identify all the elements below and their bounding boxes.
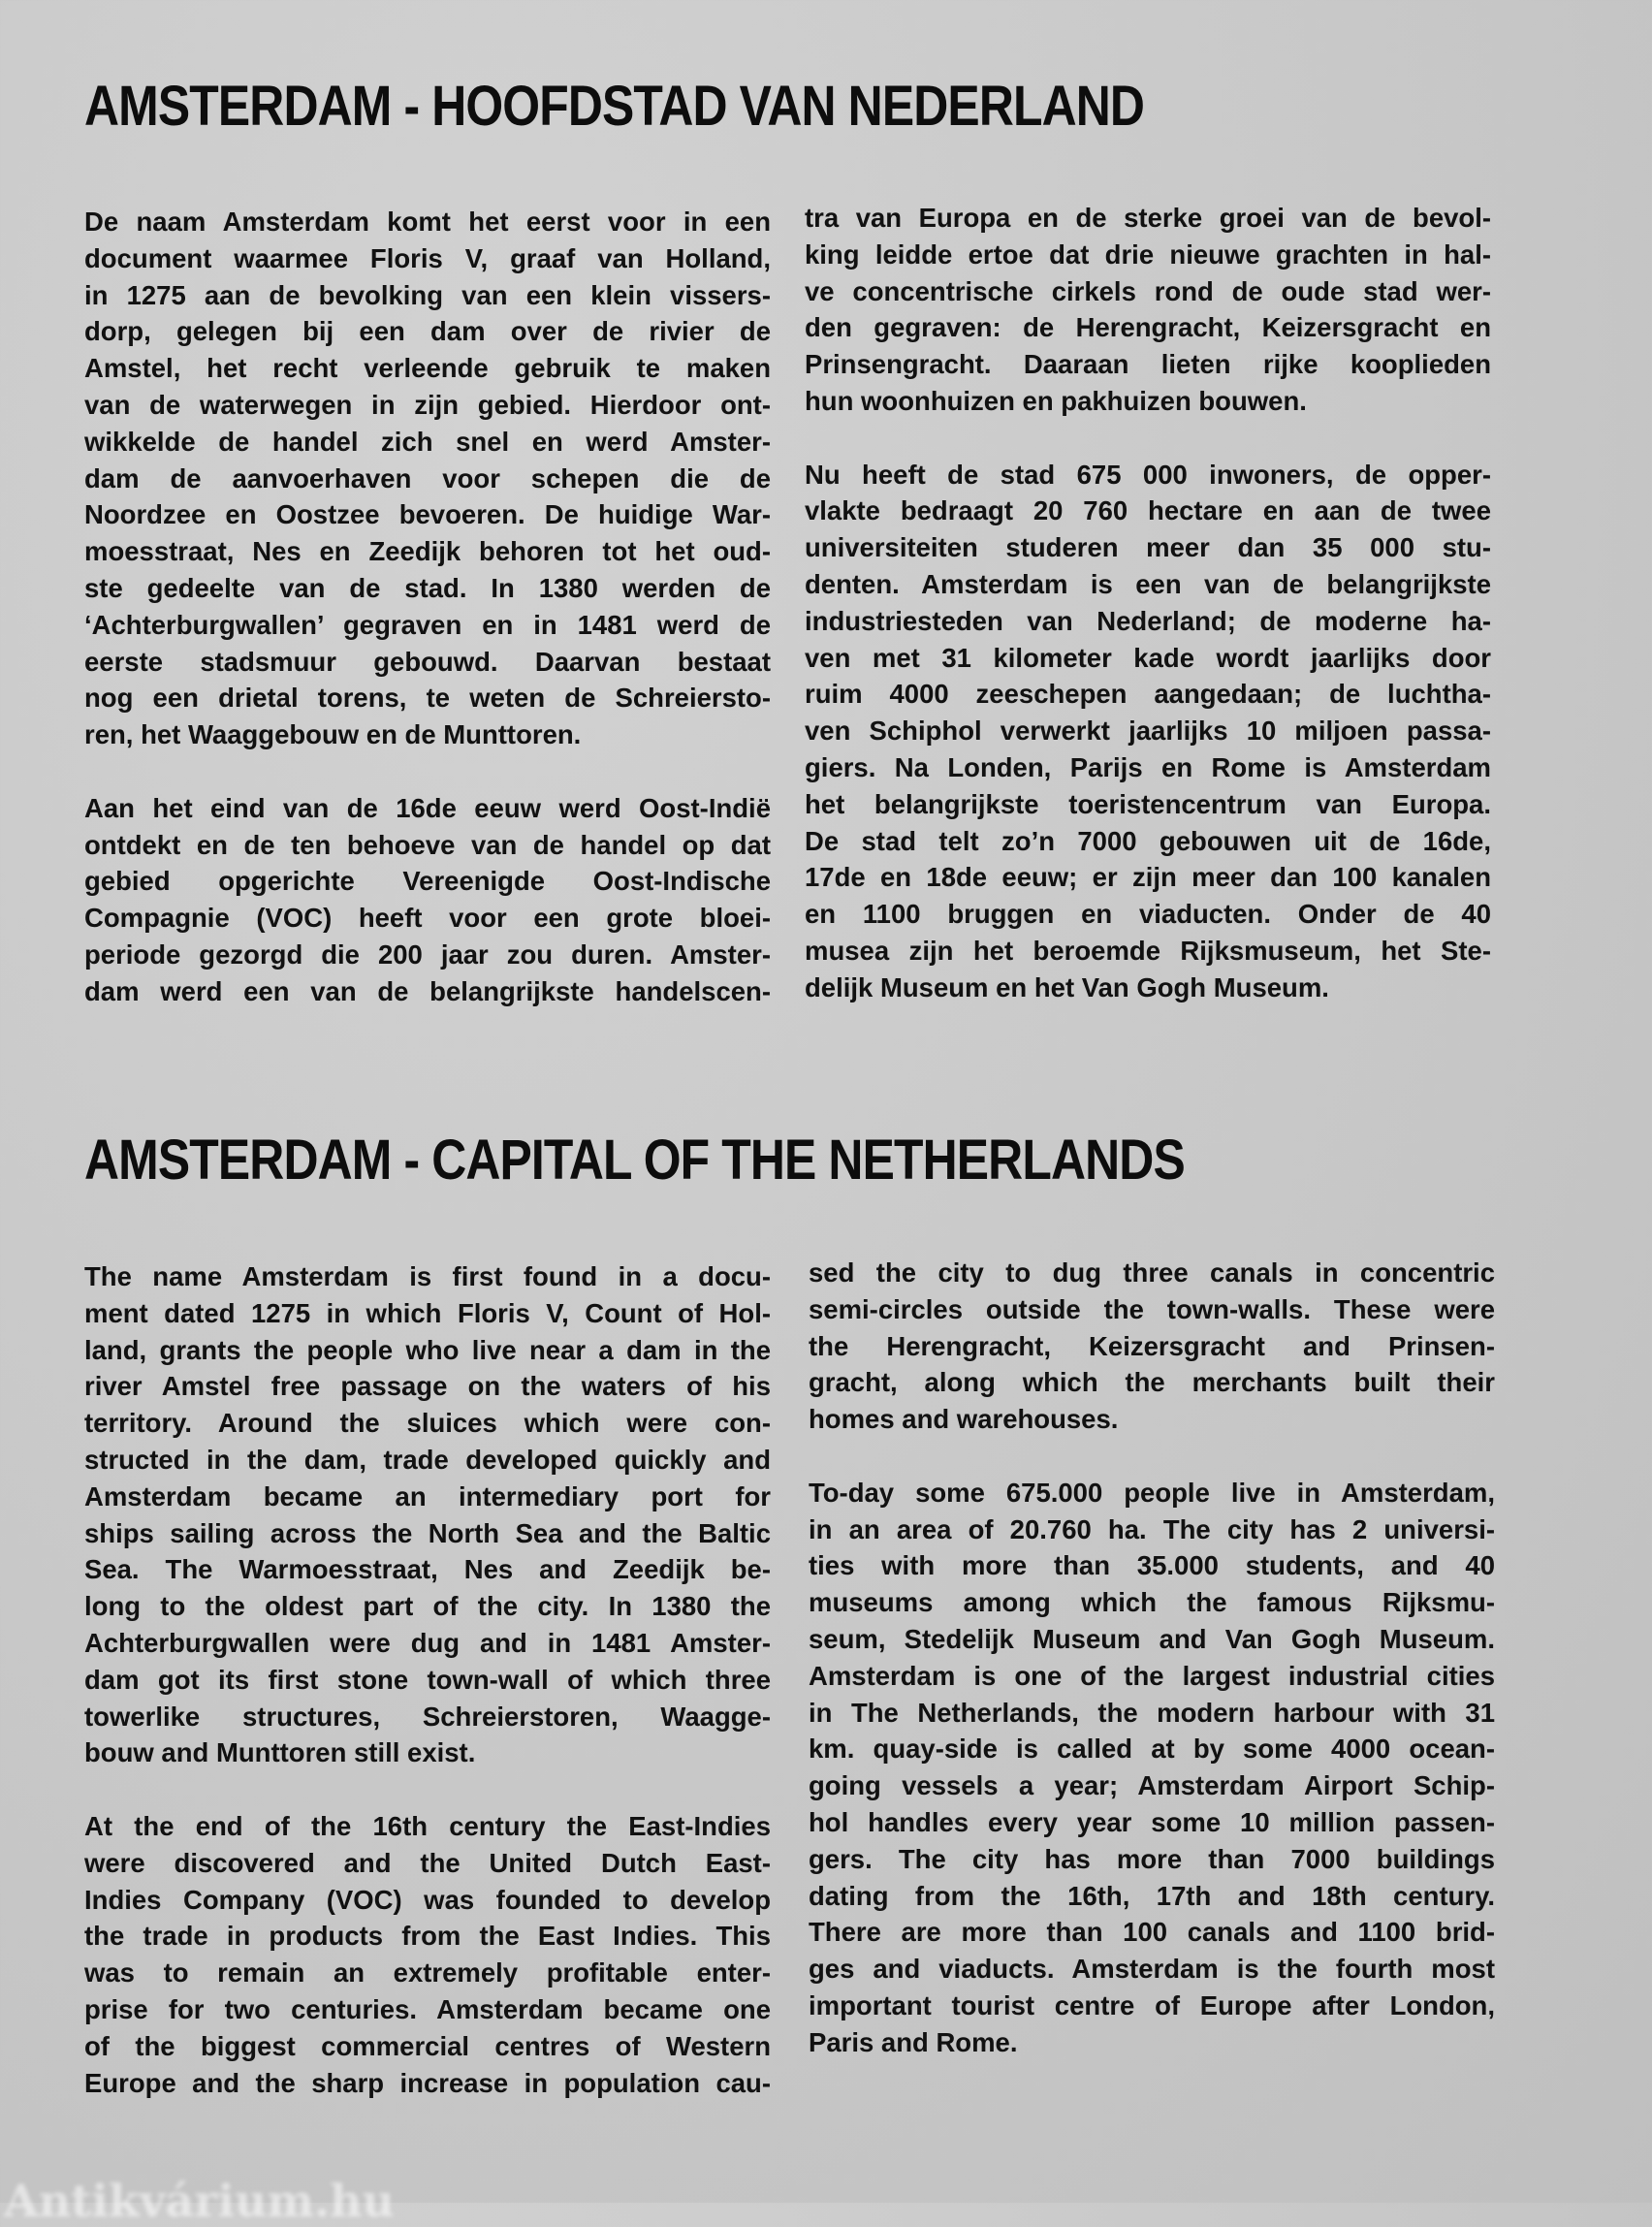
text-line: To-day some 675.000 people live in Amsterdam, (809, 1477, 1495, 1508)
text-line: Paris and Rome. (809, 2026, 1018, 2057)
text-line: Nu heeft de stad 675 000 inwoners, de opper- (805, 459, 1491, 490)
paragraph (84, 1258, 771, 1771)
text-line: in 1275 aan de bevolking van een klein vissers- (84, 279, 771, 310)
text-line: the Herengracht, Keizersgracht and Prinsen- (809, 1330, 1495, 1361)
dutch-left-column (84, 204, 771, 1010)
text-line: ties with more than 35.000 students, and 40 (809, 1550, 1495, 1581)
text-line: bouw and Munttoren still exist. (84, 1737, 476, 1768)
text-line: Europe and the sharp increase in population cau- (84, 2067, 771, 2098)
text-line: land, grants the people who live near a dam in the (84, 1334, 771, 1365)
text-line: industriesteden van Nederland; de moderne ha- (805, 605, 1491, 636)
paragraph (84, 790, 771, 1010)
text-line: Sea. The Warmoesstraat, Nes and Zeedijk be- (84, 1554, 771, 1585)
text-line: giers. Na Londen, Parijs en Rome is Amsterdam (805, 751, 1491, 782)
text-line: ve concentrische cirkels rond de oude stad wer- (805, 275, 1491, 306)
text-line: gers. The city has more than 7000 buildings (809, 1843, 1495, 1874)
text-line: were discovered and the United Dutch East- (84, 1847, 771, 1878)
text-line: Aan het eind van de 16de eeuw werd Oost-Indië (84, 792, 771, 823)
text-line: van de waterwegen in zijn gebied. Hierdoor ont- (84, 389, 771, 420)
text-line: king leidde ertoe dat drie nieuwe grachten in hal- (805, 239, 1491, 270)
text-line: Indies Company (VOC) was founded to develop (84, 1884, 771, 1915)
text-line: There are more than 100 canals and 1100 brid- (809, 1917, 1495, 1948)
text-line: 17de en 18de eeuw; er zijn meer dan 100 kanalen (805, 862, 1491, 893)
paragraph (84, 204, 771, 753)
text-line: ruim 4000 zeeschepen aangedaan; de luchtha- (805, 679, 1491, 710)
english-right-column (809, 1255, 1495, 2061)
text-line: hol handles every year some 10 million passen- (809, 1806, 1495, 1837)
text-line: dating from the 16th, 17th and 18th century. (809, 1880, 1495, 1911)
text-line: ven Schiphol verwerkt jaarlijks 10 miljoen passa- (805, 716, 1491, 747)
text-line: long to the oldest part of the city. In 1380 the (84, 1591, 771, 1622)
text-line: hun woonhuizen en pakhuizen bouwen. (805, 385, 1307, 416)
text-line: the trade in products from the East Indies. This (84, 1921, 771, 1952)
text-line: seum, Stedelijk Museum and Van Gogh Museum. (809, 1623, 1495, 1654)
text-line: Prinsengracht. Daaraan lieten rijke kooplieden (805, 349, 1491, 380)
text-line: periode gezorgd die 200 jaar zou duren. Amster- (84, 939, 771, 970)
text-line: The name Amsterdam is first found in a docu- (84, 1261, 771, 1291)
paragraph (809, 1255, 1495, 1438)
text-line: of the biggest commercial centres of Western (84, 2030, 771, 2061)
text-line: in an area of 20.760 ha. The city has 2 universi- (809, 1513, 1495, 1544)
text-line: dam werd een van de belangrijkste handelscen- (84, 975, 771, 1006)
text-line: De stad telt zo’n 7000 gebouwen uit de 16de, (805, 825, 1491, 856)
text-line: delijk Museum en het Van Gogh Museum. (805, 971, 1329, 1002)
text-line: den gegraven: de Herengracht, Keizersgracht en (805, 312, 1491, 343)
text-line: ren, het Waaggebouw en de Munttoren. (84, 719, 582, 750)
text-line: ships sailing across the North Sea and the Baltic (84, 1517, 771, 1548)
text-line: going vessels a year; Amsterdam Airport Schip- (809, 1770, 1495, 1801)
text-line: ven met 31 kilometer kade wordt jaarlijks door (805, 642, 1491, 673)
text-line: nog een drietal torens, te weten de Schreiersto- (84, 683, 771, 714)
text-line: Noordzee en Oostzee bevoeren. De huidige War- (84, 499, 771, 530)
text-line: structed in the dam, trade developed quickly and (84, 1444, 771, 1475)
text-line: museums among which the famous Rijksmu- (809, 1587, 1495, 1618)
text-line: ment dated 1275 in which Floris V, Count of Hol- (84, 1297, 771, 1328)
text-line: important tourist centre of Europe after London, (809, 1989, 1495, 2020)
text-line: towerlike structures, Schreierstoren, Waagge- (84, 1701, 771, 1732)
english-left-column (84, 1258, 771, 2101)
dutch-right-column (805, 200, 1491, 1006)
text-line: De naam Amsterdam komt het eerst voor in een (84, 207, 771, 237)
text-line: Amstel, het recht verleende gebruik te maken (84, 353, 771, 384)
text-line: At the end of the 16th century the East-Indies (84, 1810, 771, 1841)
text-line: ontdekt en de ten behoeve van de handel op dat (84, 829, 771, 860)
text-line: Compagnie (VOC) heeft voor een grote bloei- (84, 903, 771, 934)
text-line: river Amstel free passage on the waters of his (84, 1371, 771, 1402)
text-line: het belangrijkste toeristencentrum van Europa. (805, 788, 1491, 819)
text-line: universiteiten studeren meer dan 35 000 stu- (805, 532, 1491, 563)
english-heading: AMSTERDAM - CAPITAL OF THE NETHERLANDS (84, 1129, 1185, 1192)
text-line: Amsterdam is one of the largest industrial cities (809, 1660, 1495, 1691)
text-line: ‘Achterburgwallen’ gegraven en in 1481 werd de (84, 609, 771, 640)
text-line: dorp, gelegen bij een dam over de rivier de (84, 316, 771, 347)
text-line: gebied opgerichte Vereenigde Oost-Indische (84, 866, 771, 897)
text-line: prise for two centuries. Amsterdam became one (84, 1993, 771, 2024)
text-line: musea zijn het beroemde Rijksmuseum, het Ste- (805, 935, 1491, 966)
paragraph (809, 1475, 1495, 2061)
text-line: denten. Amsterdam is een van de belangrijkste (805, 568, 1491, 599)
text-line: semi-circles outside the town-walls. These were (809, 1293, 1495, 1324)
text-line: ges and viaducts. Amsterdam is the fourth most (809, 1954, 1495, 1985)
text-line: dam de aanvoerhaven voor schepen die de (84, 462, 771, 493)
text-line: territory. Around the sluices which were con- (84, 1408, 771, 1439)
text-line: in The Netherlands, the modern harbour with 31 (809, 1697, 1495, 1728)
text-line: wikkelde de handel zich snel en werd Amster- (84, 426, 771, 457)
text-line: document waarmee Floris V, graaf van Holland, (84, 242, 771, 273)
text-line: Achterburgwallen were dug and in 1481 Amster- (84, 1627, 771, 1658)
text-line: tra van Europa en de sterke groei van de bevol- (805, 203, 1491, 233)
paragraph (805, 200, 1491, 420)
dutch-heading: AMSTERDAM - HOOFDSTAD VAN NEDERLAND (84, 75, 1145, 138)
text-line: dam got its first stone town-wall of which three (84, 1664, 771, 1695)
text-line: vlakte bedraagt 20 760 hectare en aan de twee (805, 495, 1491, 526)
text-line: ste gedeelte van de stad. In 1380 werden de (84, 572, 771, 603)
text-line: sed the city to dug three canals in concentric (809, 1257, 1495, 1288)
watermark: Antikvárium.hu (4, 2175, 395, 2227)
paragraph (805, 457, 1491, 1006)
text-line: en 1100 bruggen en viaducten. Onder de 40 (805, 899, 1491, 930)
text-line: moesstraat, Nes en Zeedijk behoren tot het oud- (84, 536, 771, 567)
text-line: eerste stadsmuur gebouwd. Daarvan bestaat (84, 646, 771, 677)
text-line: km. quay-side is called at by some 4000 ocean- (809, 1734, 1495, 1765)
text-line: homes and warehouses. (809, 1404, 1119, 1435)
text-line: gracht, along which the merchants built their (809, 1367, 1495, 1398)
text-line: was to remain an extremely profitable enter- (84, 1957, 771, 1988)
paragraph (84, 1808, 771, 2101)
text-line: Amsterdam became an intermediary port for (84, 1480, 771, 1511)
